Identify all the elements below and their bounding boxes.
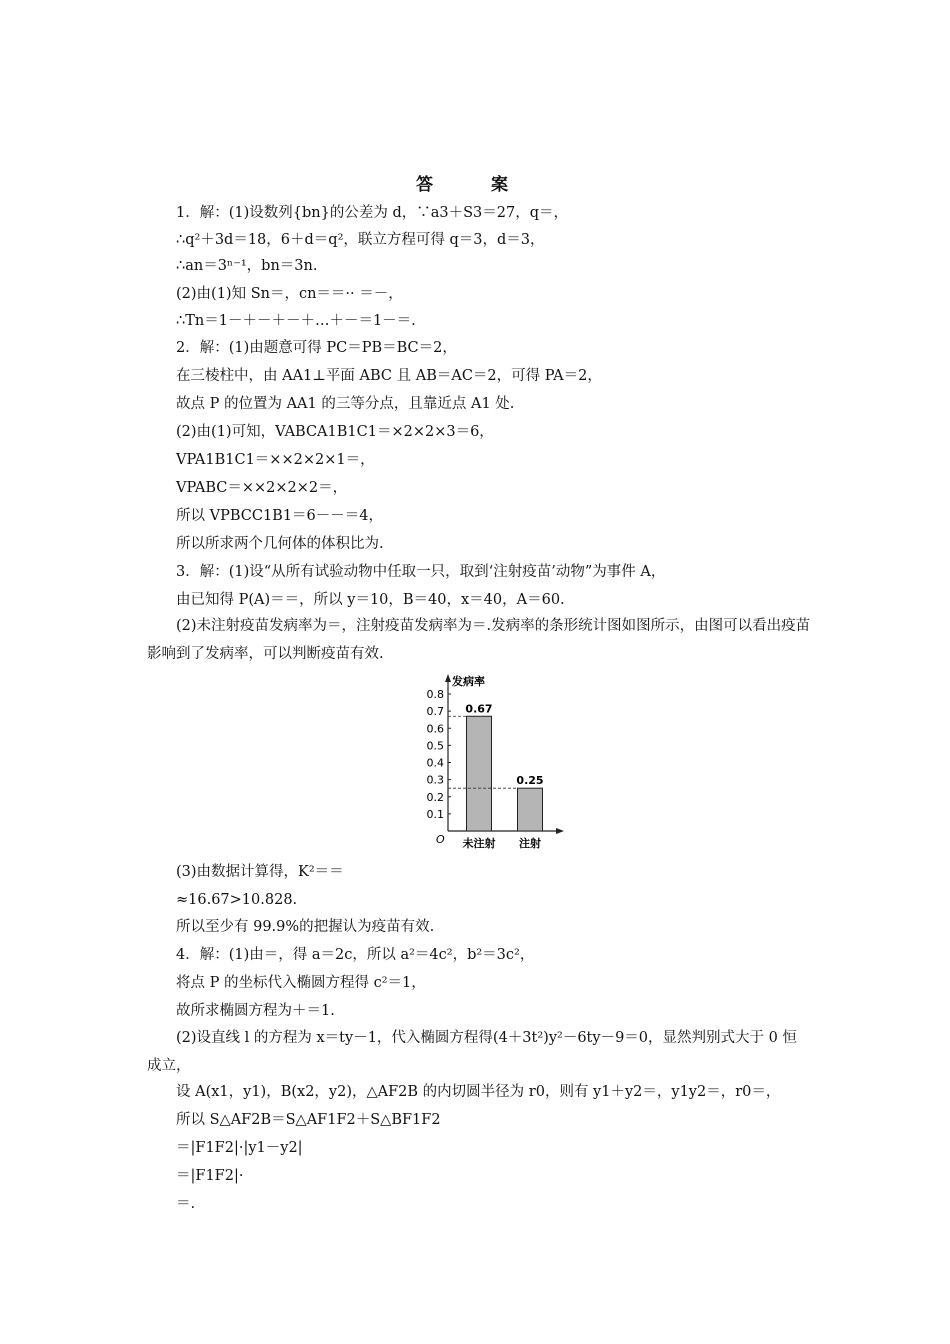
text-line: (2)由(1)可知，VABCA1B1C1＝×2×2×3＝6， xyxy=(176,424,494,440)
text-line: ∴Tn＝1－＋－＋－＋…＋－＝1－＝. xyxy=(176,313,416,329)
text-line: VPA1B1C1＝××2×2×1＝， xyxy=(176,452,375,468)
text-line: ∴an＝3ⁿ⁻¹，bn＝3n. xyxy=(176,258,318,274)
page-title: 答 案 xyxy=(416,175,534,195)
text-line: (2)由(1)知 Sn＝，cn＝＝·· ＝－， xyxy=(176,286,403,302)
text-line: ＝|F1F2|· xyxy=(176,1168,244,1184)
text-line: 2．解：(1)由题意可得 PC＝PB＝BC＝2， xyxy=(176,340,457,356)
data-label: 0.25 xyxy=(516,774,544,788)
y-tick-label: 0.5 xyxy=(426,739,444,753)
text-line: (3)由数据计算得，K²＝＝ xyxy=(176,864,344,880)
text-paragraph: (2)未注射疫苗发病率为＝，注射疫苗发病率为＝.发病率的条形统计图如图所示，由图可以看出疫苗影响到了发病率，可以判断疫苗有效. xyxy=(147,618,811,662)
y-tick-label: 0.8 xyxy=(426,688,444,701)
text-line: 4．解：(1)由＝，得 a＝2c，所以 a²＝4c²，b²＝3c²， xyxy=(176,947,535,963)
text-line: VPABC＝××2×2×2＝， xyxy=(176,480,348,496)
text-line: 3．解：(1)设“从所有试验动物中任取一只，取到‘注射疫苗’动物”为事件 A， xyxy=(176,564,666,580)
y-tick-label: 0.7 xyxy=(426,705,444,719)
text-line: 故所求椭圆方程为＋＝1. xyxy=(176,1003,335,1019)
text-line: ＝|F1F2|·|y1－y2| xyxy=(176,1140,303,1156)
y-tick-label: 0.3 xyxy=(426,773,444,787)
text-line: 所以 S△AF2B＝S△AF1F2＋S△BF1F2 xyxy=(176,1112,441,1128)
text-line: 在三棱柱中，由 AA1⊥平面 ABC 且 AB＝AC＝2，可得 PA＝2， xyxy=(176,368,602,384)
category-label: 注射 xyxy=(519,837,541,850)
data-label: 0.67 xyxy=(465,702,493,716)
text-line: 1．解：(1)设数列{bn}的公差为 d，∵a3＋S3＝27，q＝， xyxy=(176,205,568,221)
x-axis-arrow xyxy=(556,828,564,834)
bar-chart xyxy=(408,672,578,857)
text-line: ＝. xyxy=(176,1196,196,1212)
chart-marks xyxy=(448,702,544,850)
text-line: 所以所求两个几何体的体积比为. xyxy=(176,536,384,552)
text-line: 将点 P 的坐标代入椭圆方程得 c²＝1， xyxy=(176,975,426,991)
text-line: ∴q²＋3d＝18，6＋d＝q²，联立方程可得 q＝3，d＝3， xyxy=(176,232,545,248)
text-line: 所以 VPBCC1B1＝6－－＝4， xyxy=(176,508,384,524)
text-line: 所以至少有 99.9%的把握认为疫苗有效. xyxy=(176,919,435,935)
y-tick-label: 0.4 xyxy=(426,756,444,770)
text-line: 故点 P 的位置为 AA1 的三等分点，且靠近点 A1 处. xyxy=(176,396,515,412)
bar-2 xyxy=(518,788,543,831)
text-line: ≈16.67>10.828. xyxy=(176,892,298,908)
origin-label: O xyxy=(436,833,445,846)
y-tick-label: 0.2 xyxy=(426,790,444,804)
y-tick-label: 0.6 xyxy=(426,722,444,736)
text-paragraph: (2)设直线 l 的方程为 x＝ty－1，代入椭圆方程得(4＋3t²)y²－6ty－9＝0，显然判别式大于 0 恒成立， xyxy=(147,1030,797,1074)
y-tick-label: 0.1 xyxy=(426,807,444,821)
y-axis-arrow xyxy=(445,674,451,682)
category-label: 未注射 xyxy=(462,837,496,850)
bar-1 xyxy=(467,716,492,831)
text-line: 设 A(x1，y1)，B(x2，y2)，△AF2B 的内切圆半径为 r0，则有 y1＋y2＝，y1y2＝，r0＝， xyxy=(176,1084,781,1100)
chart-axes xyxy=(427,674,565,846)
text-line: 由已知得 P(A)＝＝，所以 y＝10，B＝40，x＝40，A＝60. xyxy=(176,592,565,608)
y-axis-label: 发病率 xyxy=(452,675,485,688)
